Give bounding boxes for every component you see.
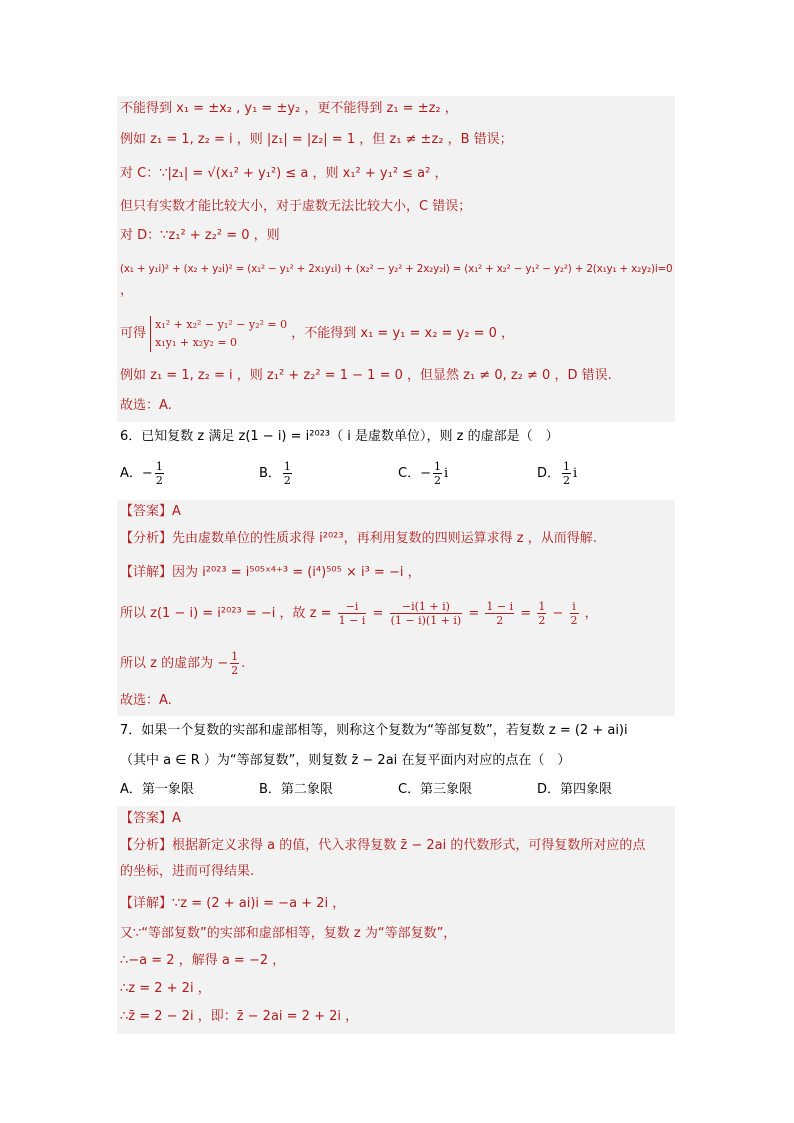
frac-den: 2: [563, 474, 571, 487]
q6-choose: 故选：A.: [120, 693, 172, 708]
option-sign: −: [420, 466, 431, 481]
frac-den: 2: [433, 474, 441, 487]
q7-option-c: C．第三象限: [398, 782, 473, 797]
q7-analysis-line2: 的坐标，进而可得结果.: [120, 864, 255, 879]
sol5-line9: 例如 z₁ = 1, z₂ = i ，则 z₁² + z₂² = 1 − 1 = 0 ，但显然 z₁ ≠ 0, z₂ ≠ 0 ，D 错误.: [120, 368, 612, 383]
fraction-5: [570, 600, 579, 627]
option-label: D．: [537, 466, 561, 481]
detail-text: 因为 i²⁰²³ = i⁵⁰⁵ˣ⁴⁺³ = (i⁴)⁵⁰⁵ × i³ = −i ，: [172, 565, 421, 580]
system-eq2: x₁y₁ + x₂y₂ = 0: [155, 335, 238, 349]
option-suffix: i: [573, 466, 578, 481]
system-eq1: x₁² + x₂² − y₁² − y₂² = 0: [155, 317, 288, 331]
option-label: B．: [259, 466, 281, 481]
frac-den: 2: [496, 614, 504, 627]
frac-num: −i(1 + i): [390, 600, 463, 614]
sol5-line8-prefix: 可得: [120, 326, 147, 341]
frac-num: 1: [155, 460, 163, 473]
frac-num: 1 − i: [486, 600, 514, 613]
analysis-tag: 【分析】: [120, 531, 173, 546]
sol5-line3: 对 C：∵|z₁| = √(x₁² + y₁²) ≤ a ，则 x₁² + y₁² ≤ a² ，: [120, 166, 448, 181]
option-fraction: [155, 460, 164, 487]
frac-den: 2: [155, 474, 163, 487]
q7-detail-line2: 又∵“等部复数”的实部和虚部相等，复数 z 为“等部复数”，: [120, 926, 457, 941]
frac-den: 2: [570, 614, 578, 627]
option-fraction: [283, 460, 292, 487]
frac-num: 1: [538, 600, 546, 613]
q7-detail-line5: ∴z̄ = 2 − 2i ，即：z̄ − 2ai = 2 + 2i ，: [120, 1009, 359, 1024]
frac-num: 1: [231, 650, 239, 663]
q7-detail-line3: ∴−a = 2 ，解得 a = −2 ，: [120, 953, 286, 968]
frac-num: 1: [563, 460, 571, 473]
q7-detail-line1: [120, 895, 676, 913]
frac-den: 2: [283, 474, 291, 487]
detail-text: ∵z = (2 + ai)i = −a + 2i ，: [172, 896, 346, 911]
q7-stem-line1: 7．如果一个复数的实部和虚部相等，则称这个复数为“等部复数”，若复数 z = (2 + ai)i: [120, 723, 628, 738]
sol5-line7: ，: [120, 283, 134, 298]
sol5-line4: 但只有实数才能比较大小，对于虚数无法比较大小，C 错误；: [120, 199, 472, 214]
q6-stem: 6．已知复数 z 满足 z(1 − i) = i²⁰²³（ i 是虚数单位），则 z 的虚部是（ ）: [120, 429, 559, 444]
q6-answer: 【答案】A: [120, 504, 181, 519]
sol5-line5: 对 D：∵z₁² + z₂² = 0 ，则: [120, 228, 280, 243]
sol5-line10: 故选：A.: [120, 398, 172, 413]
sol5-line2: 例如 z₁ = 1, z₂ = i ，则 |z₁| = |z₂| = 1 ，但 z₁ ≠ ±z₂ ，B 错误；: [120, 132, 513, 147]
q6-option-d: [537, 460, 577, 487]
q7-option-d: D．第四象限: [537, 782, 613, 797]
fraction-4: [537, 600, 546, 627]
fraction-3: [485, 600, 514, 627]
detail-tag: 【详解】: [120, 565, 173, 580]
q6-option-b: [259, 460, 294, 487]
fraction-1: [338, 600, 367, 627]
detail-tag: 【详解】: [120, 896, 173, 911]
option-suffix: i: [443, 466, 449, 481]
q6-detail-line3: [120, 646, 676, 682]
frac-num: −i: [338, 600, 367, 614]
sol5-line6: (x₁ + y₁i)² + (x₂ + y₂i)² = (x₁² − y₁² + 2x₁y₁i) + (x₂² − y₂² + 2x₂y₂i) = (x₁² + x₂² − y₁² − y₂²) + 2(x₁y₁ + x₂y₂)i=0: [120, 263, 673, 275]
sol5-line1: 不能得到 x₁ = ±x₂ , y₁ = ±y₂ ，更不能得到 z₁ = ±z₂ ，: [120, 101, 458, 116]
analysis-tag: 【分析】: [120, 838, 173, 853]
equation-system: [150, 316, 287, 352]
analysis-text: 根据新定义求得 a 的值，代入求得复数 z̄ − 2ai 的代数形式，可得复数所对应的点: [172, 838, 646, 853]
q7-option-a: A．第一象限: [120, 782, 194, 797]
detail3-suffix: .: [241, 656, 246, 671]
frac-den: 1 − i: [338, 614, 366, 627]
q6-analysis: [120, 530, 676, 548]
q6-detail-line2: 所以 z(1 − i) = i²⁰²³ = −i ，故 z = $\frac{-i}{1 - i}$ = $\frac{-i(1 + i)}{(1 - i)(1 + i)}$ = $\frac{1 - i}{2}$ = $\frac{1}{2}$ − $\frac{i}{2}$ ，: [120, 600, 598, 627]
frac-num: 1: [433, 460, 441, 473]
option-label: A．: [120, 466, 142, 481]
option-label: C．: [398, 466, 421, 481]
analysis-text: 先由虚数单位的性质求得 i²⁰²³，再利用复数的四则运算求得 z ，从而得解.: [172, 531, 597, 546]
frac-den: 2: [538, 614, 546, 627]
frac-den: (1 − i)(1 + i): [390, 614, 462, 627]
imag-part-fraction: [230, 650, 239, 677]
option-fraction: [433, 460, 442, 487]
option-fraction: [562, 460, 571, 487]
q6-detail-line1: [120, 564, 676, 582]
q6-option-a: [120, 460, 166, 487]
frac-num: 1: [283, 460, 291, 473]
frac-den: 2: [231, 664, 239, 677]
q7-analysis-line1: [120, 837, 676, 855]
q7-stem-line2: （其中 a ∈ R ）为“等部复数”，则复数 z̄ − 2ai 在复平面内对应的点在（ ）: [120, 753, 571, 768]
q7-answer: 【答案】A: [120, 811, 181, 826]
q6-option-c: [398, 460, 448, 487]
detail3-prefix: 所以 z 的虚部为 −: [120, 656, 229, 671]
sol5-line8: [120, 314, 676, 354]
sol5-line8-suffix: ，不能得到 x₁ = y₁ = x₂ = y₂ = 0 ，: [291, 326, 515, 341]
q7-option-b: B．第二象限: [259, 782, 333, 797]
frac-num: i: [570, 600, 579, 614]
detail2-prefix: 所以 z(1 − i) = i²⁰²³ = −i ，故 z =: [120, 606, 332, 621]
option-sign: −: [141, 466, 153, 481]
q7-detail-line4: ∴z = 2 + 2i ，: [120, 981, 211, 996]
fraction-2: [390, 600, 463, 627]
